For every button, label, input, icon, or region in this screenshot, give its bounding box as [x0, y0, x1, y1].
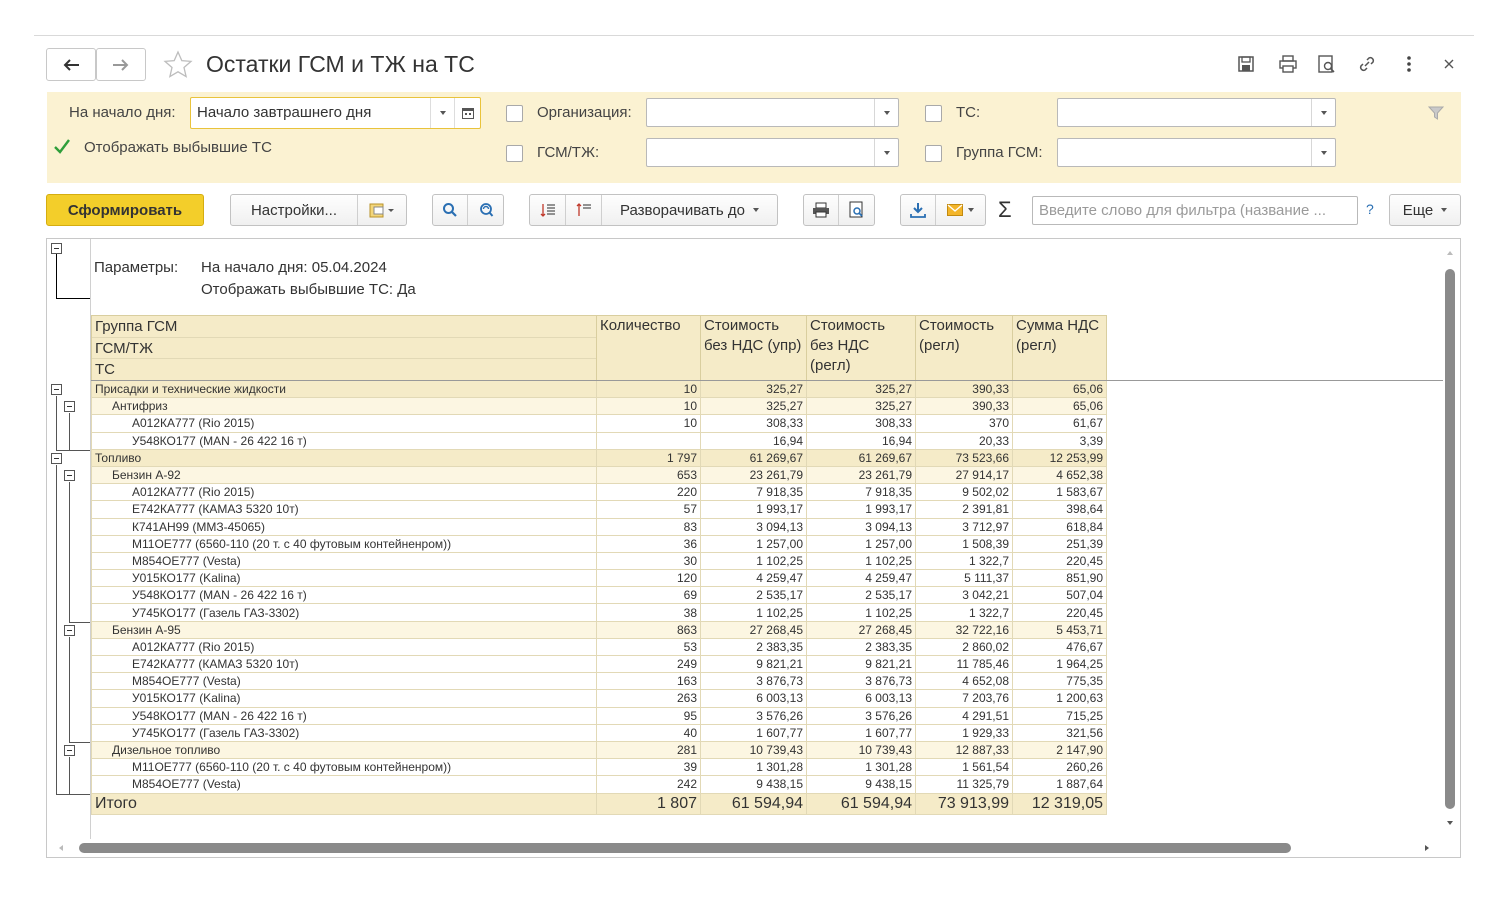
row-cost-regl: 3 094,13: [807, 518, 916, 535]
search-input-wrapper: [1032, 196, 1358, 225]
row-cost-upr: 2 383,35: [701, 638, 807, 655]
fuel-label: ГСМ/ТЖ:: [537, 144, 600, 161]
row-cost-regl: 9 821,21: [807, 656, 916, 673]
row-cost-regl: 7 918,35: [807, 484, 916, 501]
row-name: У548КО177 (MAN - 26 422 16 т): [92, 707, 597, 724]
star-icon: [163, 50, 193, 80]
row-name: Е742КА777 (КАМАЗ 5320 10т): [92, 656, 597, 673]
expand-list-icon: [576, 202, 592, 218]
row-cost-total: 390,33: [916, 398, 1013, 415]
vertical-scrollbar[interactable]: [1445, 269, 1455, 809]
row-qty: 39: [597, 759, 701, 776]
row-vat: 65,06: [1013, 398, 1107, 415]
row-qty: 83: [597, 518, 701, 535]
fuel-group-label: Группа ГСМ:: [956, 144, 1043, 161]
param-show-retired: Отображать выбывшие ТС: Да: [201, 281, 416, 298]
vehicle-row[interactable]: [92, 759, 1107, 776]
search-input[interactable]: [1033, 197, 1357, 224]
vehicle-row[interactable]: [92, 776, 1107, 793]
vehicle-label: ТС:: [956, 104, 981, 121]
row-vat: 1 964,25: [1013, 656, 1107, 673]
row-vat: 5 453,71: [1013, 621, 1107, 638]
preview-icon: [849, 201, 865, 219]
favorite-button[interactable]: [161, 48, 194, 81]
header-quantity: Количество: [597, 316, 701, 381]
vehicle-checkbox[interactable]: [925, 105, 942, 122]
row-cost-total: 20,33: [916, 432, 1013, 449]
checkmark-icon: [53, 138, 71, 156]
row-vat: 2 147,90: [1013, 741, 1107, 758]
send-email-button[interactable]: [936, 195, 985, 225]
row-qty: 242: [597, 776, 701, 793]
row-cost-upr: 27 268,45: [701, 621, 807, 638]
more-label: Еще: [1402, 201, 1434, 219]
row-qty: 863: [597, 621, 701, 638]
row-cost-upr: 3 094,13: [701, 518, 807, 535]
row-vat: 220,45: [1013, 552, 1107, 569]
row-qty: 95: [597, 707, 701, 724]
row-cost-total: 370: [916, 415, 1013, 432]
vehicle-row[interactable]: [92, 501, 1107, 518]
row-vat: 851,90: [1013, 570, 1107, 587]
more-actions-button[interactable]: [1397, 52, 1421, 76]
row-cost-regl: 2 535,17: [807, 587, 916, 604]
vehicle-row[interactable]: [92, 656, 1107, 673]
link-button[interactable]: [1355, 52, 1379, 76]
row-cost-total: 1 929,33: [916, 724, 1013, 741]
row-cost-regl: 16,94: [807, 432, 916, 449]
collapse-row-icon[interactable]: [64, 745, 75, 756]
find-button[interactable]: [433, 195, 468, 225]
row-cost-regl: 1 102,25: [807, 604, 916, 621]
row-vat: 251,39: [1013, 535, 1107, 552]
row-cost-regl: 3 576,26: [807, 707, 916, 724]
row-name: У015КО177 (Kalina): [92, 690, 597, 707]
row-cost-total: 1 322,7: [916, 552, 1013, 569]
chevron-down-icon: [1441, 208, 1447, 212]
row-name: Антифриз: [92, 398, 597, 415]
organization-field[interactable]: [646, 98, 899, 127]
find-next-icon: [478, 202, 494, 218]
row-vat: 260,26: [1013, 759, 1107, 776]
row-cost-total: 12 887,33: [916, 741, 1013, 758]
close-button[interactable]: [1437, 52, 1461, 76]
vehicle-row[interactable]: [92, 552, 1107, 569]
header-cost-regl: Стоимость без НДС (регл): [807, 316, 916, 381]
chevron-down-icon: [968, 208, 974, 212]
print-icon: [812, 202, 830, 218]
start-day-field[interactable]: [190, 97, 481, 129]
row-cost-upr: 3 876,73: [701, 673, 807, 690]
fuel-checkbox[interactable]: [506, 145, 523, 162]
row-cost-regl: 4 259,47: [807, 570, 916, 587]
report-header-row: [92, 316, 1107, 381]
print-preview-button[interactable]: [839, 195, 874, 225]
row-cost-regl: 325,27: [807, 398, 916, 415]
vehicle-row[interactable]: [92, 570, 1107, 587]
settings-button[interactable]: [231, 195, 358, 225]
params-label: Параметры:: [94, 259, 179, 276]
row-qty: 10: [597, 398, 701, 415]
row-cost-total: 27 914,17: [916, 466, 1013, 483]
row-qty: 249: [597, 656, 701, 673]
row-vat: 618,84: [1013, 518, 1107, 535]
row-cost-total: 7 203,76: [916, 690, 1013, 707]
row-cost-total: 32 722,16: [916, 621, 1013, 638]
collapse-row-icon[interactable]: [64, 470, 75, 481]
row-cost-upr: 9 438,15: [701, 776, 807, 793]
row-qty: 69: [597, 587, 701, 604]
row-cost-upr: 325,27: [701, 398, 807, 415]
row-name: Е742КА777 (КАМАЗ 5320 10т): [92, 501, 597, 518]
row-cost-regl: 10 739,43: [807, 741, 916, 758]
chevron-down-icon: [884, 111, 890, 115]
row-cost-upr: 1 257,00: [701, 535, 807, 552]
row-name: Топливо: [92, 449, 597, 466]
row-name: К741АН99 (ММЗ-45065): [92, 518, 597, 535]
row-name: А012КА777 (Rio 2015): [92, 415, 597, 432]
start-day-label: На начало дня:: [69, 104, 176, 121]
vehicle-field[interactable]: [1057, 98, 1336, 127]
collapse-row-icon[interactable]: [64, 401, 75, 412]
row-cost-upr: 61 269,67: [701, 449, 807, 466]
total-cost-upr: 61 594,94: [701, 793, 807, 814]
row-cost-regl: 1 257,00: [807, 535, 916, 552]
header-fuel-group: Группа ГСМ: [92, 316, 596, 338]
variants-button[interactable]: [358, 195, 406, 225]
row-cost-total: 390,33: [916, 381, 1013, 398]
expand-to-label: Разворачивать до: [619, 201, 745, 219]
row-qty: 120: [597, 570, 701, 587]
row-vat: 12 253,99: [1013, 449, 1107, 466]
row-qty: 220: [597, 484, 701, 501]
settings-label: Настройки...: [250, 201, 338, 219]
arrow-right-icon: [112, 58, 130, 72]
row-cost-upr: 1 102,25: [701, 604, 807, 621]
row-qty: 40: [597, 724, 701, 741]
total-row: [92, 793, 1107, 814]
row-cost-regl: 3 876,73: [807, 673, 916, 690]
save-file-button[interactable]: [901, 195, 936, 225]
expand-to-button[interactable]: [602, 195, 777, 225]
organization-label: Организация:: [537, 104, 632, 121]
row-cost-upr: 16,94: [701, 432, 807, 449]
row-cost-total: 3 042,21: [916, 587, 1013, 604]
collapse-row-icon[interactable]: [51, 384, 62, 395]
fuel-row[interactable]: [92, 398, 1107, 415]
collapse-params-icon[interactable]: [51, 243, 62, 254]
total-label: Итого: [92, 793, 597, 814]
row-cost-upr: 9 821,21: [701, 656, 807, 673]
chevron-down-icon: [753, 208, 759, 212]
row-name: А012КА777 (Rio 2015): [92, 638, 597, 655]
vehicle-row[interactable]: [92, 518, 1107, 535]
row-cost-total: 1 508,39: [916, 535, 1013, 552]
row-qty: 57: [597, 501, 701, 518]
row-cost-total: 2 860,02: [916, 638, 1013, 655]
chevron-down-icon: [1321, 111, 1327, 115]
report-table: [91, 315, 1107, 815]
top-divider: [34, 35, 1474, 36]
row-cost-upr: 1 102,25: [701, 552, 807, 569]
scroll-right-arrow[interactable]: [1425, 845, 1429, 851]
header-vehicle: ТС: [95, 361, 115, 378]
row-cost-total: 73 523,66: [916, 449, 1013, 466]
header-cost-total: Стоимость (регл): [916, 316, 1013, 381]
row-vat: 1 200,63: [1013, 690, 1107, 707]
row-vat: 65,06: [1013, 381, 1107, 398]
total-vat: 12 319,05: [1013, 793, 1107, 814]
fuel-group-row[interactable]: [92, 449, 1107, 466]
download-icon: [910, 202, 926, 218]
row-cost-upr: 10 739,43: [701, 741, 807, 758]
fuel-group-checkbox[interactable]: [925, 145, 942, 162]
search-group: [432, 194, 504, 226]
chevron-down-icon: [1321, 151, 1327, 155]
row-qty: 263: [597, 690, 701, 707]
row-cost-total: 5 111,37: [916, 570, 1013, 587]
row-cost-regl: 27 268,45: [807, 621, 916, 638]
link-icon: [1357, 54, 1377, 74]
show-retired-label: Отображать выбывшие ТС: [84, 139, 272, 156]
start-day-value: Начало завтрашнего дня: [197, 104, 372, 121]
row-qty: 36: [597, 535, 701, 552]
row-vat: 3,39: [1013, 432, 1107, 449]
row-vat: 1 887,64: [1013, 776, 1107, 793]
scroll-left-arrow[interactable]: [59, 845, 63, 851]
show-retired-checkbox[interactable]: [53, 138, 71, 156]
row-qty: 10: [597, 381, 701, 398]
row-qty: 38: [597, 604, 701, 621]
header-vat: Сумма НДС (регл): [1013, 316, 1107, 381]
scroll-up-arrow[interactable]: [1447, 251, 1453, 255]
row-qty: 653: [597, 466, 701, 483]
row-name: У548КО177 (MAN - 26 422 16 т): [92, 587, 597, 604]
total-cost-total: 73 913,99: [916, 793, 1013, 814]
back-button[interactable]: [46, 48, 96, 81]
row-vat: 507,04: [1013, 587, 1107, 604]
print-report-button[interactable]: [804, 195, 839, 225]
fuel-group-dropdown[interactable]: [1311, 139, 1335, 166]
col-group-header: [92, 316, 597, 381]
fuel-row[interactable]: [92, 466, 1107, 483]
row-cost-regl: 6 003,13: [807, 690, 916, 707]
row-qty: [597, 432, 701, 449]
row-name: М11ОЕ777 (6560-110 (20 т. с 40 футовым контейненром)): [92, 535, 597, 552]
vehicle-row[interactable]: [92, 638, 1107, 655]
collapse-list-icon: [540, 202, 556, 218]
calendar-button[interactable]: [454, 98, 480, 128]
row-vat: 61,67: [1013, 415, 1107, 432]
row-vat: 4 652,38: [1013, 466, 1107, 483]
row-qty: 163: [597, 673, 701, 690]
total-cost-regl: 61 594,94: [807, 793, 916, 814]
vehicle-row[interactable]: [92, 673, 1107, 690]
row-vat: 1 583,67: [1013, 484, 1107, 501]
organization-checkbox[interactable]: [506, 105, 523, 122]
fuel-dropdown[interactable]: [874, 139, 898, 166]
row-cost-upr: 1 607,77: [701, 724, 807, 741]
row-cost-regl: 9 438,15: [807, 776, 916, 793]
horizontal-scrollbar[interactable]: [79, 843, 1291, 853]
row-qty: 30: [597, 552, 701, 569]
row-cost-upr: 7 918,35: [701, 484, 807, 501]
row-cost-upr: 3 576,26: [701, 707, 807, 724]
save-icon: [1237, 55, 1255, 73]
report-parameters: [94, 257, 416, 301]
envelope-icon: [947, 204, 963, 216]
row-cost-regl: 61 269,67: [807, 449, 916, 466]
vehicle-dropdown[interactable]: [1311, 99, 1335, 126]
row-qty: 10: [597, 415, 701, 432]
arrow-left-icon: [62, 58, 80, 72]
search-icon: [442, 202, 458, 218]
row-qty: 53: [597, 638, 701, 655]
vehicle-row[interactable]: [92, 432, 1107, 449]
print-button[interactable]: [1276, 52, 1300, 76]
page-title: Остатки ГСМ и ТЖ на ТС: [206, 51, 475, 77]
row-cost-total: 11 325,79: [916, 776, 1013, 793]
row-cost-upr: 4 259,47: [701, 570, 807, 587]
row-cost-regl: 1 301,28: [807, 759, 916, 776]
row-name: М11ОЕ777 (6560-110 (20 т. с 40 футовым контейненром)): [92, 759, 597, 776]
row-cost-total: 11 785,46: [916, 656, 1013, 673]
vehicle-row[interactable]: [92, 707, 1107, 724]
vehicle-row[interactable]: [92, 484, 1107, 501]
search-help-link[interactable]: ?: [1366, 201, 1374, 217]
row-cost-regl: 325,27: [807, 381, 916, 398]
row-name: У745КО177 (Газель ГАЗ-3302): [92, 724, 597, 741]
vehicle-row[interactable]: [92, 604, 1107, 621]
export-group: [900, 194, 986, 226]
row-name: Дизельное топливо: [92, 741, 597, 758]
row-cost-total: 4 652,08: [916, 673, 1013, 690]
row-cost-regl: 23 261,79: [807, 466, 916, 483]
header-cost-upr: Стоимость без НДС (упр): [701, 316, 807, 381]
filter-toggle-button[interactable]: [1428, 106, 1444, 123]
row-name: У745КО177 (Газель ГАЗ-3302): [92, 604, 597, 621]
row-name: Бензин А-95: [92, 621, 597, 638]
print-group: [803, 194, 875, 226]
header-fuel: ГСМ/ТЖ: [92, 338, 596, 359]
expand-all-button[interactable]: [566, 195, 602, 225]
find-next-button[interactable]: [468, 195, 503, 225]
row-cost-upr: 1 993,17: [701, 501, 807, 518]
row-cost-total: 1 561,54: [916, 759, 1013, 776]
scroll-down-arrow[interactable]: [1447, 821, 1453, 825]
row-cost-upr: 23 261,79: [701, 466, 807, 483]
chevron-down-icon: [440, 111, 446, 115]
expand-group: [529, 194, 778, 226]
more-button[interactable]: [1389, 194, 1461, 226]
preview-icon: [1317, 54, 1337, 74]
funnel-icon: [1428, 106, 1444, 120]
vehicle-row[interactable]: [92, 415, 1107, 432]
sum-button[interactable]: Σ: [998, 197, 1012, 222]
row-vat: 775,35: [1013, 673, 1107, 690]
row-cost-upr: 6 003,13: [701, 690, 807, 707]
fuel-row[interactable]: [92, 741, 1107, 758]
row-cost-regl: 1 607,77: [807, 724, 916, 741]
row-qty: 281: [597, 741, 701, 758]
calendar-icon: [462, 107, 474, 119]
row-cost-regl: 2 383,35: [807, 638, 916, 655]
generate-button[interactable]: Сформировать: [46, 194, 204, 226]
fuel-field[interactable]: [646, 138, 899, 167]
row-cost-upr: 325,27: [701, 381, 807, 398]
start-day-dropdown[interactable]: [430, 98, 454, 128]
vehicle-row[interactable]: [92, 690, 1107, 707]
collapse-row-icon[interactable]: [64, 625, 75, 636]
param-start-day: На начало дня: 05.04.2024: [201, 259, 387, 276]
print-icon: [1278, 55, 1298, 73]
row-name: А012КА777 (Rio 2015): [92, 484, 597, 501]
settings-group: [230, 194, 407, 226]
row-cost-regl: 1 993,17: [807, 501, 916, 518]
collapse-all-button[interactable]: [530, 195, 566, 225]
row-cost-total: 1 322,7: [916, 604, 1013, 621]
row-cost-regl: 1 102,25: [807, 552, 916, 569]
collapse-row-icon[interactable]: [51, 453, 62, 464]
organization-dropdown[interactable]: [874, 99, 898, 126]
row-cost-total: 2 391,81: [916, 501, 1013, 518]
row-name: Присадки и технические жидкости: [92, 381, 597, 398]
row-cost-total: 3 712,97: [916, 518, 1013, 535]
row-cost-total: 9 502,02: [916, 484, 1013, 501]
chevron-down-icon: [884, 151, 890, 155]
forward-button[interactable]: [96, 48, 146, 81]
fuel-group-row[interactable]: [92, 381, 1107, 398]
header-separator: [91, 380, 1443, 381]
report-area: [46, 238, 1461, 858]
row-name: У015КО177 (Kalina): [92, 570, 597, 587]
row-name: У548КО177 (MAN - 26 422 16 т): [92, 432, 597, 449]
row-name: М854ОЕ777 (Vesta): [92, 673, 597, 690]
vehicle-row[interactable]: [92, 535, 1107, 552]
row-qty: 1 797: [597, 449, 701, 466]
row-vat: 220,45: [1013, 604, 1107, 621]
fuel-row[interactable]: [92, 621, 1107, 638]
row-vat: 715,25: [1013, 707, 1107, 724]
row-name: Бензин А-92: [92, 466, 597, 483]
total-qty: 1 807: [597, 793, 701, 814]
vehicle-row[interactable]: [92, 587, 1107, 604]
row-cost-total: 4 291,51: [916, 707, 1013, 724]
row-cost-upr: 1 301,28: [701, 759, 807, 776]
row-vat: 321,56: [1013, 724, 1107, 741]
fuel-group-field[interactable]: [1057, 138, 1336, 167]
row-name: М854ОЕ777 (Vesta): [92, 776, 597, 793]
preview-button[interactable]: [1315, 52, 1339, 76]
save-button[interactable]: [1234, 52, 1258, 76]
more-icon: [1406, 55, 1412, 73]
close-icon: [1443, 58, 1455, 70]
row-name: М854ОЕ777 (Vesta): [92, 552, 597, 569]
row-vat: 398,64: [1013, 501, 1107, 518]
row-vat: 476,67: [1013, 638, 1107, 655]
row-cost-upr: 308,33: [701, 415, 807, 432]
row-cost-regl: 308,33: [807, 415, 916, 432]
row-cost-upr: 2 535,17: [701, 587, 807, 604]
vehicle-row[interactable]: [92, 724, 1107, 741]
report-variant-icon: [369, 202, 395, 218]
